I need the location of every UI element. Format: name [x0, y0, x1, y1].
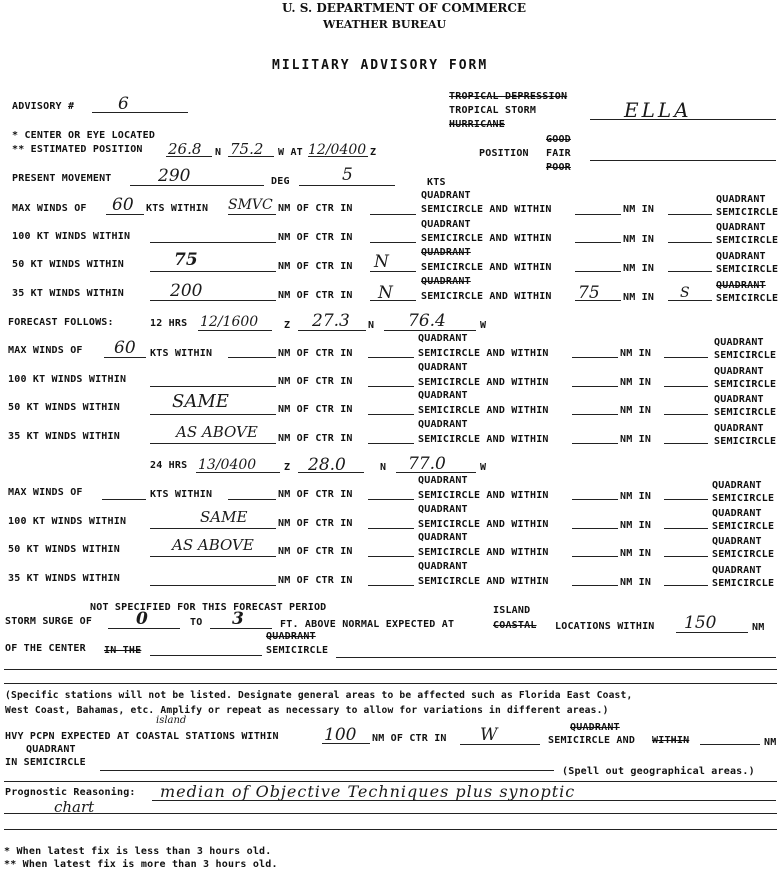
quadrant-r-label: QUADRANT	[714, 337, 764, 348]
semicircle-r-label: SEMICIRCLE	[712, 521, 775, 532]
semicircle-r-label: SEMICIRCLE	[716, 293, 779, 304]
semicircle-r-label: SEMICIRCLE	[714, 436, 777, 447]
nm-ctr-label: NM OF CTR IN	[278, 290, 353, 301]
semicircle-r-label: SEMICIRCLE	[714, 350, 777, 361]
fc12-lon[interactable]: 76.4	[408, 311, 446, 331]
nm-ctr-label: NM OF CTR IN	[278, 489, 353, 500]
w35-line	[150, 585, 276, 586]
surge-nm[interactable]: 150	[684, 613, 717, 633]
quadrant-r-label: QUADRANT	[712, 536, 762, 547]
semicircle-r-label: SEMICIRCLE	[712, 549, 775, 560]
dir-line	[370, 242, 416, 243]
nm-line	[572, 585, 618, 586]
type-depression: TROPICAL DEPRESSION	[449, 91, 568, 102]
w35-label: 35 KT WINDS WITHIN	[8, 573, 120, 584]
movement-label: PRESENT MOVEMENT	[12, 173, 112, 184]
fc24-w50-within[interactable]: AS ABOVE	[172, 536, 254, 554]
estimated-position-label: ** ESTIMATED POSITION	[12, 144, 143, 155]
fc24-lon[interactable]: 77.0	[408, 454, 446, 474]
pcpn-spell: (Spell out geographical areas.)	[562, 766, 755, 777]
fc24-max-line	[102, 499, 146, 500]
dir-line	[368, 528, 414, 529]
w100-line	[150, 242, 276, 243]
w-at-label: W AT	[278, 147, 303, 158]
pcpn-quadrant2: QUADRANT	[26, 744, 76, 755]
semi-within-label: SEMICIRCLE AND WITHIN	[418, 519, 549, 530]
deg-line	[130, 185, 264, 186]
nm-ctr-label: NM OF CTR IN	[278, 232, 353, 243]
surge-semicircle: SEMICIRCLE	[266, 645, 329, 656]
nm-line	[575, 242, 621, 243]
nm-line	[572, 556, 618, 557]
department-title: U. S. DEPARTMENT OF COMMERCE	[282, 1, 527, 15]
fc12-z: Z	[284, 320, 291, 331]
semi-within-label: SEMICIRCLE AND WITHIN	[418, 576, 549, 587]
dir2-line	[664, 443, 708, 444]
kts-within-label: KTS WITHIN	[150, 348, 213, 359]
nm-in-label: NM IN	[620, 348, 652, 359]
dir-line	[368, 443, 414, 444]
dir2-line	[664, 414, 708, 415]
blank-line	[4, 813, 777, 814]
type-storm: TROPICAL STORM	[449, 105, 537, 116]
dir2-line	[664, 499, 708, 500]
nm-line	[575, 214, 621, 215]
pcpn-within: WITHIN	[652, 735, 690, 746]
reasoning-text1[interactable]: median of Objective Techniques plus synoptic	[160, 782, 576, 801]
reasoning-label: Prognostic Reasoning:	[5, 787, 136, 798]
n-label: N	[215, 147, 222, 158]
current-w35-nm2[interactable]: 75	[578, 283, 600, 303]
dir-line	[368, 499, 414, 500]
w50-line	[150, 414, 276, 415]
w35-label: 35 KT WINDS WITHIN	[8, 431, 120, 442]
quadrant-label: QUADRANT	[418, 362, 468, 373]
fc12-within-line	[228, 357, 276, 358]
good-label: GOOD	[546, 134, 571, 145]
w100-label: 100 KT WINDS WITHIN	[8, 374, 127, 385]
dir2-line	[664, 585, 708, 586]
semicircle-r-label: SEMICIRCLE	[712, 493, 775, 504]
current-max-kts[interactable]: 60	[112, 195, 134, 215]
semi-within-label: SEMICIRCLE AND WITHIN	[418, 348, 549, 359]
w100-label: 100 KT WINDS WITHIN	[12, 231, 131, 242]
storm-name[interactable]: ELLA	[624, 98, 692, 122]
quality-line	[590, 160, 776, 161]
nm-in-label: NM IN	[620, 377, 652, 388]
semicircle-r-label: SEMICIRCLE	[712, 578, 775, 589]
surge-coastal: COASTAL	[493, 620, 537, 631]
nm-in-label: NM IN	[623, 204, 655, 215]
dir-line	[370, 300, 416, 301]
current-max-within[interactable]: SMVC	[228, 197, 273, 213]
dir2-line	[668, 300, 712, 301]
current-w50-dir[interactable]: N	[374, 252, 389, 272]
current-w35-dir[interactable]: N	[378, 283, 393, 303]
pcpn-quadrant: QUADRANT	[570, 722, 620, 733]
w50-line	[150, 271, 276, 272]
surge-island: ISLAND	[493, 605, 531, 616]
fair-label: FAIR	[546, 148, 571, 159]
dir-line	[368, 585, 414, 586]
quadrant-label: QUADRANT	[418, 475, 468, 486]
semi-within-label: SEMICIRCLE AND WITHIN	[421, 204, 552, 215]
w50-label: 50 KT WINDS WITHIN	[8, 402, 120, 413]
fc24-z: Z	[284, 462, 291, 473]
max-winds-label: MAX WINDS OF	[12, 203, 87, 214]
blank-line	[4, 829, 777, 830]
semi-within-label: SEMICIRCLE AND WITHIN	[418, 490, 549, 501]
dir-line	[368, 386, 414, 387]
surge-center-label: OF THE CENTER	[5, 643, 86, 654]
pcpn-nm-r: NM	[764, 737, 777, 748]
movement-deg[interactable]: 290	[158, 166, 191, 186]
position-lat[interactable]: 26.8	[168, 140, 202, 158]
semi-within-label: SEMICIRCLE AND WITHIN	[418, 405, 549, 416]
pcpn-nm-ctr: NM OF CTR IN	[372, 733, 447, 744]
type-hurricane: HURRICANE	[449, 119, 505, 130]
z-label: Z	[370, 147, 377, 158]
surge-quadrant: QUADRANT	[266, 631, 316, 642]
semicircle-r-label: SEMICIRCLE	[716, 207, 779, 218]
semicircle-r-label: SEMICIRCLE	[716, 235, 779, 246]
w50-line	[150, 556, 276, 557]
dir2-line	[668, 271, 712, 272]
quadrant-label: QUADRANT	[421, 276, 471, 287]
blank-line	[4, 683, 777, 684]
pcpn-label: HVY PCPN EXPECTED AT COASTAL STATIONS WITHIN	[5, 731, 279, 742]
dir-line	[368, 357, 414, 358]
note-line1: (Specific stations will not be listed. Designate general areas to be affected such as Florida East Coast,	[5, 690, 633, 701]
nm-in-label: NM IN	[620, 434, 652, 445]
movement-kts[interactable]: 5	[342, 165, 353, 185]
w100-line	[150, 528, 276, 529]
surge-label: STORM SURGE OF	[5, 616, 93, 627]
deg-label: DEG	[271, 176, 290, 187]
dir-line	[370, 214, 416, 215]
quadrant-r-label: QUADRANT	[714, 366, 764, 377]
nm-line	[572, 357, 618, 358]
nm-line	[572, 414, 618, 415]
reasoning-text2[interactable]: chart	[54, 798, 95, 816]
w50-label: 50 KT WINDS WITHIN	[12, 259, 124, 270]
semi-within-label: SEMICIRCLE AND WITHIN	[418, 547, 549, 558]
semi-within-label: SEMICIRCLE AND WITHIN	[421, 233, 552, 244]
nm-in-label: NM IN	[620, 577, 652, 588]
nm-ctr-label: NM OF CTR IN	[278, 518, 353, 529]
kts-label: KTS	[427, 177, 446, 188]
nm-in-label: NM IN	[623, 234, 655, 245]
pcpn-areas-line	[100, 770, 554, 771]
quadrant-r-label: QUADRANT	[716, 251, 766, 262]
semicircle-r-label: SEMICIRCLE	[714, 407, 777, 418]
pcpn-semi: SEMICIRCLE AND	[548, 735, 636, 746]
fc24-lat[interactable]: 28.0	[308, 455, 346, 475]
fc12-w50-within[interactable]: SAME	[172, 391, 229, 412]
fc12-n: N	[368, 320, 375, 331]
surge-rest-line	[336, 657, 776, 658]
position-quality-label: POSITION	[479, 148, 529, 159]
surge-to[interactable]: 3	[232, 609, 244, 629]
dir-line	[368, 414, 414, 415]
surge-nm-label: NM	[752, 622, 765, 633]
form-title: MILITARY ADVISORY FORM	[272, 58, 489, 73]
nm-ctr-label: NM OF CTR IN	[278, 575, 353, 586]
nm-in-label: NM IN	[620, 520, 652, 531]
quadrant-r-label: QUADRANT	[712, 480, 762, 491]
fc24-w: W	[480, 462, 487, 473]
nm-ctr-label: NM OF CTR IN	[278, 376, 353, 387]
max-within-line	[228, 214, 276, 215]
pcpn-nm[interactable]: 100	[324, 725, 357, 745]
max-winds-label: MAX WINDS OF	[8, 345, 83, 356]
max-winds-label: MAX WINDS OF	[8, 487, 83, 498]
fc12-max-kts[interactable]: 60	[114, 338, 136, 358]
fc24-hrs-label: 24 HRS	[150, 460, 188, 471]
current-w50-nm[interactable]: 75	[174, 250, 198, 270]
quadrant-r-label: QUADRANT	[716, 222, 766, 233]
dir2-line	[664, 386, 708, 387]
quadrant-label: QUADRANT	[418, 561, 468, 572]
quadrant-r-label: QUADRANT	[712, 508, 762, 519]
dir2-line	[664, 357, 708, 358]
pcpn-in-semi: IN SEMICIRCLE	[5, 757, 86, 768]
w50-label: 50 KT WINDS WITHIN	[8, 544, 120, 555]
nm-in-label: NM IN	[620, 548, 652, 559]
nm-ctr-label: NM OF CTR IN	[278, 404, 353, 415]
advisory-label: ADVISORY #	[12, 101, 75, 112]
advisory-number-line	[92, 112, 188, 113]
fc24-w100-within[interactable]: SAME	[200, 508, 248, 526]
semi-within-label: SEMICIRCLE AND WITHIN	[421, 291, 552, 302]
position-time[interactable]: 12/0400	[308, 142, 367, 158]
nm-in-label: NM IN	[620, 405, 652, 416]
w35-label: 35 KT WINDS WITHIN	[12, 288, 124, 299]
quadrant-label: QUADRANT	[421, 219, 471, 230]
quadrant-label: QUADRANT	[418, 419, 468, 430]
semi-within-label: SEMICIRCLE AND WITHIN	[418, 377, 549, 388]
fc12-w35-within[interactable]: AS ABOVE	[176, 423, 258, 441]
kts-line	[299, 185, 395, 186]
semi-within-label: SEMICIRCLE AND WITHIN	[421, 262, 552, 273]
fc24-n: N	[380, 462, 387, 473]
forecast-follows-label: FORECAST FOLLOWS:	[8, 317, 114, 328]
surge-to-label: TO	[190, 617, 203, 628]
quadrant-label: QUADRANT	[418, 333, 468, 344]
nm-ctr-label: NM OF CTR IN	[278, 261, 353, 272]
fc12-lat[interactable]: 27.3	[312, 311, 350, 331]
note-line2: West Coast, Bahamas, etc. Amplify or repeat as necessary to allow for variations in different areas.)	[5, 705, 609, 716]
quadrant-r-label: QUADRANT	[712, 565, 762, 576]
nm-in-label: NM IN	[620, 491, 652, 502]
current-w35-nm[interactable]: 200	[170, 281, 203, 301]
fc24-within-line	[228, 499, 276, 500]
dir2-line	[668, 214, 712, 215]
poor-label: POOR	[546, 162, 571, 173]
nm-ctr-label: NM OF CTR IN	[278, 203, 353, 214]
nm-line	[572, 443, 618, 444]
pcpn-dir[interactable]: W	[480, 725, 498, 745]
nm-line	[572, 499, 618, 500]
surge-in-the: IN THE	[104, 645, 142, 656]
quadrant-label: QUADRANT	[421, 247, 471, 258]
bureau-title: WEATHER BUREAU	[323, 18, 447, 31]
nm-line	[572, 528, 618, 529]
position-lon[interactable]: 75.2	[230, 140, 264, 158]
w100-line	[150, 386, 276, 387]
dir2-line	[668, 242, 712, 243]
quadrant-label: QUADRANT	[418, 532, 468, 543]
footnote-1: * When latest fix is less than 3 hours old.	[4, 846, 272, 857]
center-located-label: * CENTER OR EYE LOCATED	[12, 130, 156, 141]
quadrant-r-label: QUADRANT	[714, 423, 764, 434]
dir2-line	[664, 528, 708, 529]
semicircle-r-label: SEMICIRCLE	[716, 264, 779, 275]
nm-line	[572, 386, 618, 387]
semicircle-r-label: SEMICIRCLE	[714, 379, 777, 390]
fc12-time[interactable]: 12/1600	[200, 314, 259, 330]
surge-dir-line	[150, 655, 262, 656]
w35-line	[150, 443, 276, 444]
surge-from[interactable]: 0	[136, 609, 148, 629]
w100-label: 100 KT WINDS WITHIN	[8, 516, 127, 527]
fc12-w: W	[480, 320, 487, 331]
w35-line	[150, 300, 276, 301]
surge-not-specified: NOT SPECIFIED FOR THIS FORECAST PERIOD	[90, 602, 327, 613]
semi-within-label: SEMICIRCLE AND WITHIN	[418, 434, 549, 445]
surge-locations-label: LOCATIONS WITHIN	[555, 621, 655, 632]
nm-in-label: NM IN	[623, 292, 655, 303]
quadrant-r-label: QUADRANT	[716, 280, 766, 291]
fc12-hrs-label: 12 HRS	[150, 318, 188, 329]
quadrant-r-label: QUADRANT	[716, 194, 766, 205]
quadrant-label: QUADRANT	[421, 190, 471, 201]
current-w35-dir2[interactable]: S	[680, 285, 690, 301]
quadrant-label: QUADRANT	[418, 504, 468, 515]
nm-ctr-label: NM OF CTR IN	[278, 348, 353, 359]
pcpn-dir-line	[460, 744, 540, 745]
surge-ft-label: FT. ABOVE NORMAL EXPECTED AT	[280, 619, 455, 630]
quadrant-label: QUADRANT	[418, 390, 468, 401]
pcpn-island-handwritten: island	[156, 715, 187, 726]
pcpn-nm2-line	[700, 744, 760, 745]
dir2-line	[664, 556, 708, 557]
dir-line	[368, 556, 414, 557]
nm-ctr-label: NM OF CTR IN	[278, 546, 353, 557]
advisory-number[interactable]: 6	[118, 94, 129, 114]
nm-line	[575, 271, 621, 272]
blank-line	[4, 669, 777, 670]
fc24-time[interactable]: 13/0400	[198, 457, 257, 473]
quadrant-r-label: QUADRANT	[714, 394, 764, 405]
footnote-2: ** When latest fix is more than 3 hours old.	[4, 859, 278, 870]
nm-in-label: NM IN	[623, 263, 655, 274]
kts-within-label: KTS WITHIN	[150, 489, 213, 500]
nm-ctr-label: NM OF CTR IN	[278, 433, 353, 444]
kts-within-label: KTS WITHIN	[146, 203, 209, 214]
